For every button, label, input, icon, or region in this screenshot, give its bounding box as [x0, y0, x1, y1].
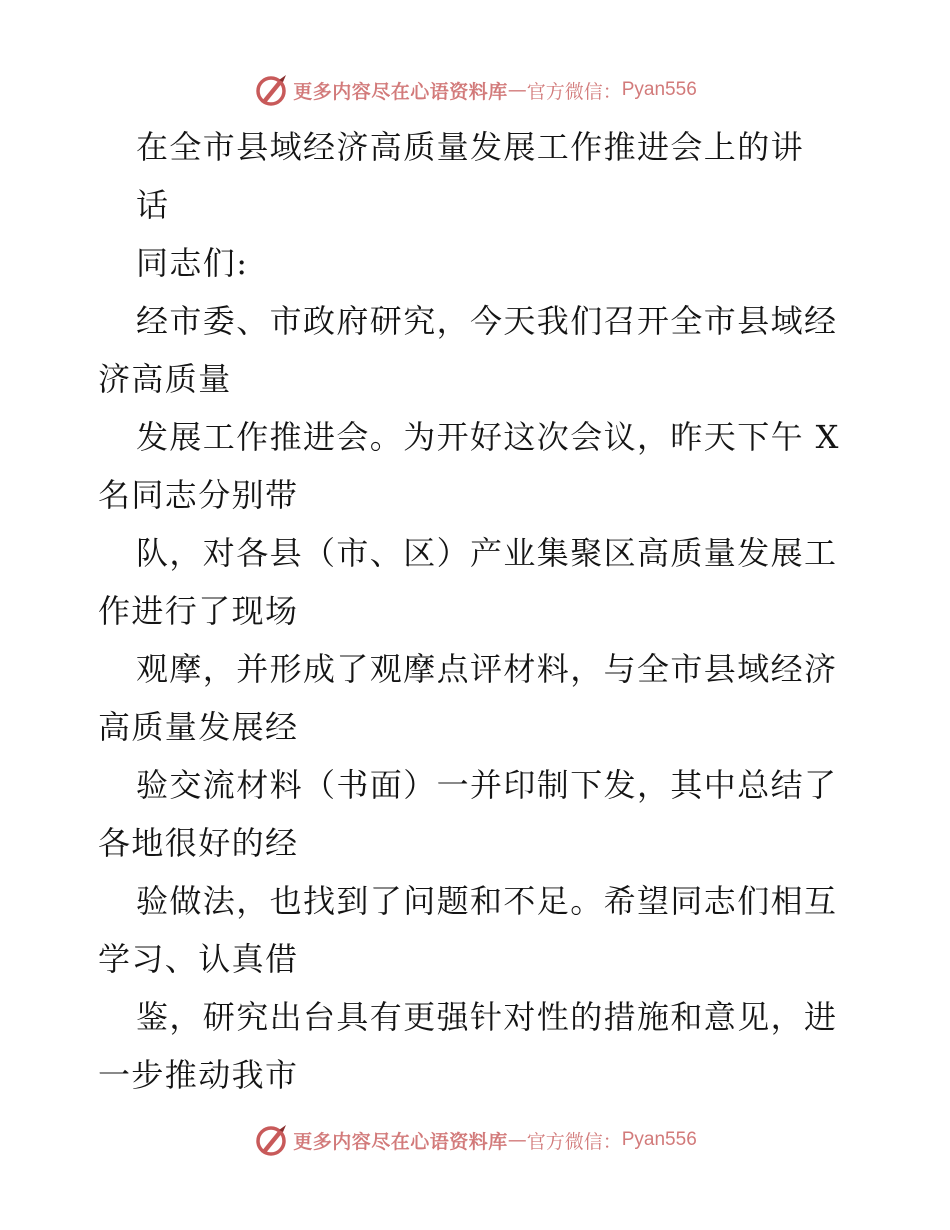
body-line: 验交流材料（书面）一并印制下发，其中总结了 — [136, 766, 838, 804]
banner-dash: — — [507, 1129, 527, 1151]
body-line: 作进行了现场 — [98, 592, 299, 630]
body-line: 一步推动我市 — [98, 1056, 299, 1094]
salutation: 同志们: — [136, 244, 249, 282]
body-line: 验做法，也找到了问题和不足。希望同志们相互 — [136, 882, 838, 920]
banner-dash: — — [507, 79, 527, 101]
wechat-id: Pyan556 — [621, 1129, 697, 1150]
brand-text: 更多内容尽在心语资料库 — [293, 80, 508, 103]
body-line: 高质量发展经 — [98, 708, 299, 746]
document-body — [98, 118, 854, 1104]
body-line: 名同志分别带 — [98, 476, 299, 514]
title-line-1: 在全市县域经济高质量发展工作推进会上的讲 — [136, 128, 805, 166]
wechat-label: 官方微信： — [526, 1130, 622, 1153]
body-line: 发展工作推进会。为开好这次会议，昨天下午 X — [136, 418, 840, 456]
wechat-id: Pyan556 — [621, 79, 697, 100]
wechat-label: 官方微信： — [526, 80, 622, 103]
body-line: 观摩，并形成了观摩点评材料，与全市县域经济 — [136, 650, 838, 688]
body-line: 经市委、市政府研究，今天我们召开全市县域经 — [136, 302, 838, 340]
title-line-2: 话 — [136, 186, 170, 224]
body-line: 济高质量 — [98, 360, 232, 398]
quill-logo-icon — [253, 72, 289, 108]
brand-text: 更多内容尽在心语资料库 — [293, 1130, 508, 1153]
footer-banner — [0, 1120, 950, 1160]
header-banner — [0, 70, 950, 110]
body-line: 学习、认真借 — [98, 940, 299, 978]
body-line: 队，对各县（市、区）产业集聚区高质量发展工 — [136, 534, 838, 572]
quill-logo-icon — [253, 1122, 289, 1158]
body-line: 各地很好的经 — [98, 824, 299, 862]
body-line: 鉴，研究出台具有更强针对性的措施和意见，进 — [136, 998, 838, 1036]
